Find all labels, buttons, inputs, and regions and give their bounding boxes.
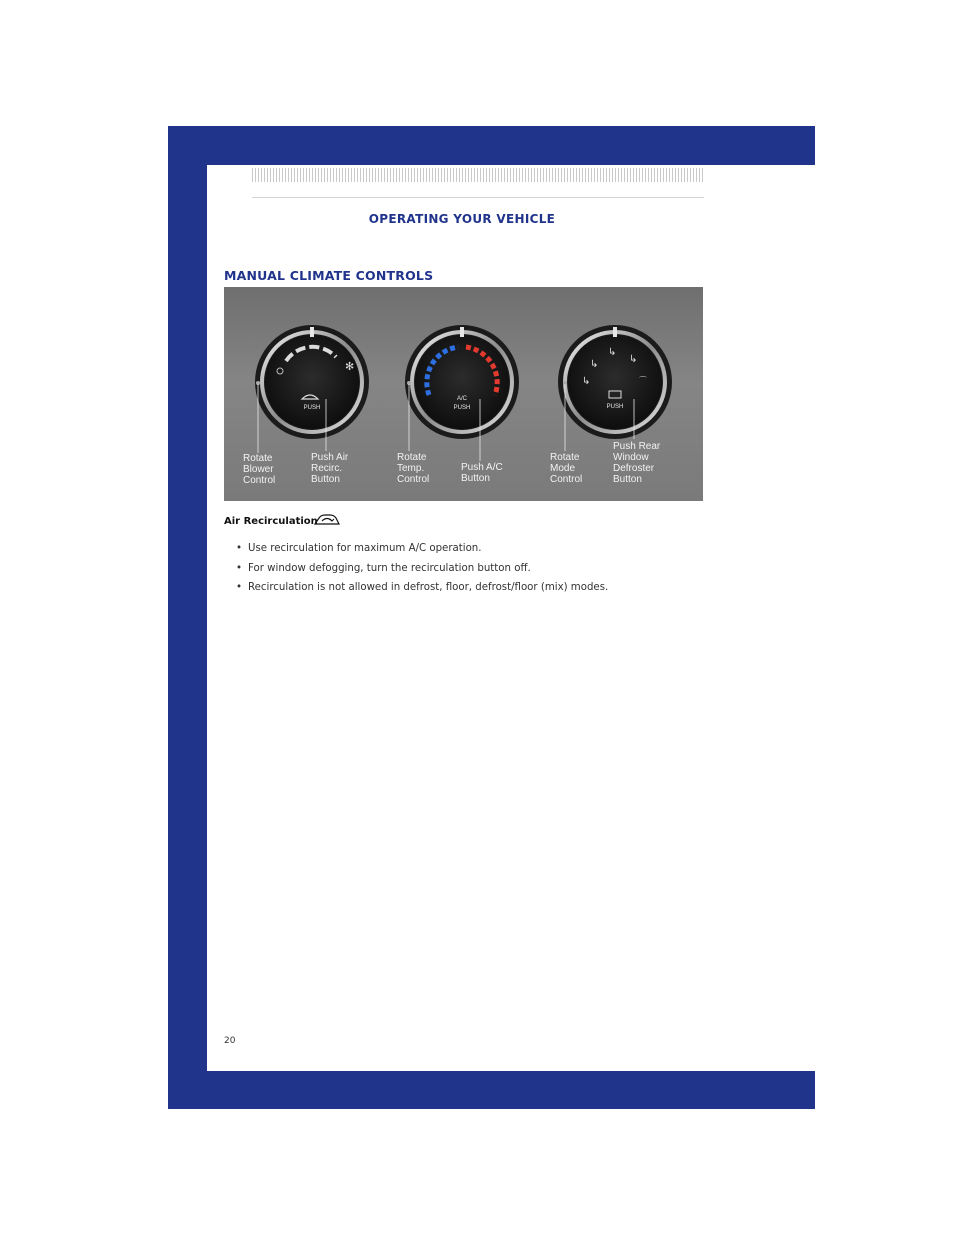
list-item: • Recirculation is not allowed in defrost, floor, defrost/floor (mix) modes. bbox=[236, 582, 609, 593]
callout-push-ac: Push A/C Button bbox=[461, 462, 503, 484]
callout-rotate-temp: Rotate Temp. Control bbox=[397, 452, 430, 485]
temperature-knob[interactable] bbox=[405, 325, 519, 439]
list-item: • Use recirculation for maximum A/C operation. bbox=[236, 543, 482, 554]
fan-icon: ✻ bbox=[345, 360, 355, 373]
defrost-icon: ⌒ bbox=[639, 376, 647, 385]
blower-push-text: PUSH bbox=[303, 405, 321, 411]
floor-icon: ↳ bbox=[582, 376, 591, 387]
section-title: MANUAL CLIMATE CONTROLS bbox=[224, 268, 434, 283]
callout-rotate-blower: Rotate Blower Control bbox=[243, 453, 276, 486]
air-recirculation-icon bbox=[313, 512, 341, 528]
floor-defrost-icon: ↳ bbox=[629, 354, 638, 365]
blower-knob[interactable] bbox=[255, 325, 369, 439]
bilevel-icon: ↳ bbox=[608, 347, 617, 358]
bullet-text: Recirculation is not allowed in defrost, floor, defrost/floor (mix) modes. bbox=[248, 582, 609, 593]
mode-push-text: PUSH bbox=[606, 404, 624, 410]
callout-push-recirc: Push Air Recirc. Button bbox=[311, 452, 349, 485]
ac-text: A/C bbox=[456, 396, 468, 402]
bullet-text: Use recirculation for maximum A/C operation. bbox=[248, 543, 482, 554]
list-item: • For window defogging, turn the recirculation button off. bbox=[236, 562, 531, 574]
callout-rotate-mode: Rotate Mode Control bbox=[550, 452, 583, 485]
panel-vent-icon: ↳ bbox=[590, 359, 599, 370]
recirculation-bullet-list bbox=[236, 543, 608, 602]
header-divider bbox=[252, 197, 704, 198]
decorative-ruler bbox=[252, 168, 704, 182]
page-number: 20 bbox=[224, 1036, 236, 1046]
running-header: OPERATING YOUR VEHICLE bbox=[368, 212, 556, 226]
temp-push-text: PUSH bbox=[453, 405, 471, 411]
mode-knob[interactable] bbox=[558, 325, 672, 439]
subsection-title: Air Recirculation bbox=[224, 516, 318, 527]
callout-push-rear-defrost: Push Rear Window Defroster Button bbox=[613, 441, 661, 485]
climate-controls-photo bbox=[224, 287, 703, 501]
bullet-text: For window defogging, turn the recirculation button off. bbox=[248, 562, 531, 574]
